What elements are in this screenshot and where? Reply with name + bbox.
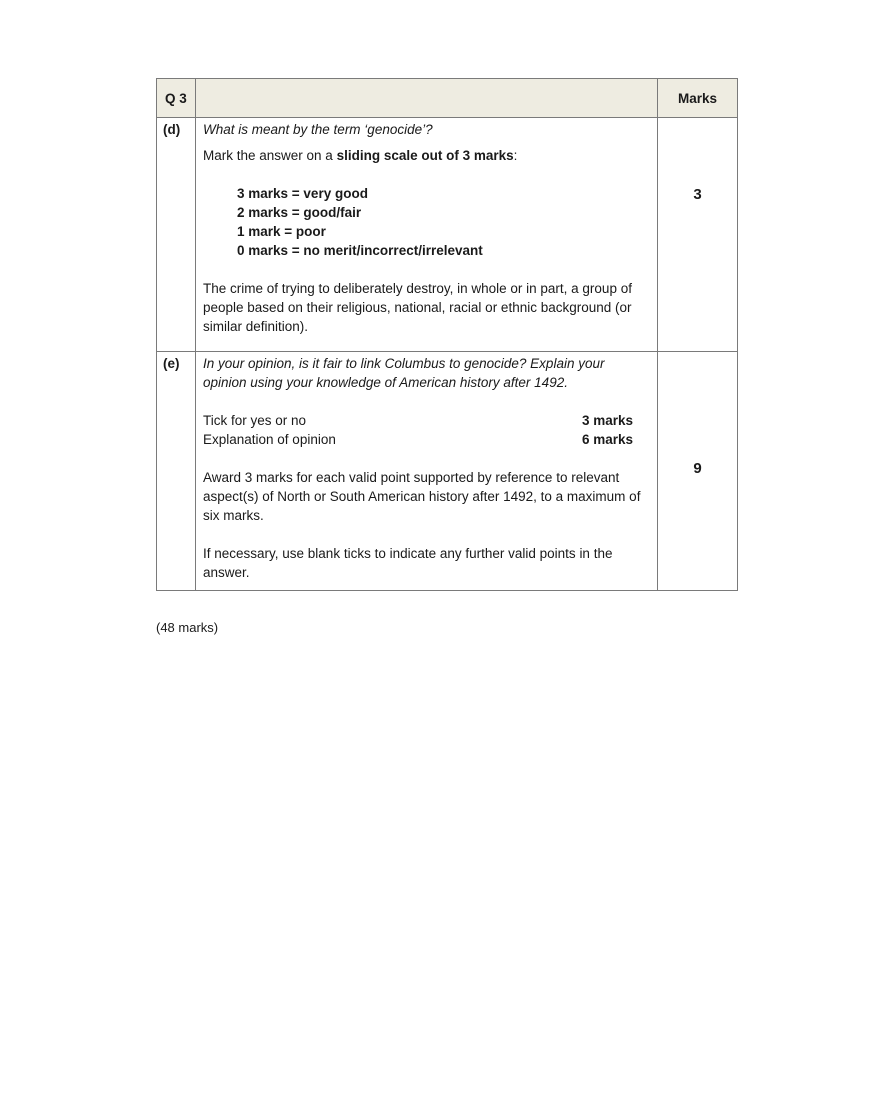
breakdown-marks: 3 marks [581,413,633,428]
header-blank-cell [196,79,658,118]
mark-scheme-table [156,78,738,591]
part-e-marks-value: 9 [693,460,702,477]
instruction-emphasis: sliding scale out of 3 marks [336,148,514,163]
part-e-prompt: In your opinion, is it fair to link Columbus to genocide? Explain your opinion using your knowledge of American history after 1492. [203,356,605,390]
table-row-e [157,352,738,591]
scale-item: 3 marks = very good [237,186,368,201]
sliding-scale-list [237,184,651,260]
scale-item: 0 marks = no merit/incorrect/irrelevant [237,243,483,258]
instruction-colon: : [513,148,518,163]
breakdown-item: Explanation of opinion [203,432,336,447]
part-d-marks-value: 3 [693,186,702,203]
part-e-content [196,352,658,591]
total-marks: (48 marks) [156,620,219,635]
scale-item: 2 marks = good/fair [237,205,362,220]
breakdown-marks: 6 marks [581,432,633,447]
scale-item: 1 mark = poor [237,224,326,239]
instruction-text: Mark the answer on a [203,148,337,163]
table-row-d [157,118,738,352]
part-label-e: (e) [157,352,196,591]
breakdown-row [203,411,651,430]
question-number-header: Q 3 [157,79,196,118]
marks-column-header: Marks [658,79,738,118]
breakdown-item: Tick for yes or no [203,413,307,428]
part-d-content [196,118,658,352]
part-d-model-answer: The crime of trying to deliberately destroy, in whole or in part, a group of people based on their religious, national, racial or ethnic background (or similar definition). [203,281,632,334]
part-e-blank-ticks-note: If necessary, use blank ticks to indicate any further valid points in the answer. [203,546,613,580]
part-e-marks [658,352,738,591]
breakdown-row [203,430,651,449]
part-d-prompt: What is meant by the term ‘genocide’? [203,122,433,137]
part-e-guidance: Award 3 marks for each valid point supported by reference to relevant aspect(s) of North or South American history after 1492, to a maximum of six marks. [203,470,641,523]
marks-breakdown [203,411,651,449]
part-d-marks [658,118,738,352]
part-label-d: (d) [157,118,196,352]
part-d-instruction [203,146,651,165]
table-header-row [157,79,738,118]
